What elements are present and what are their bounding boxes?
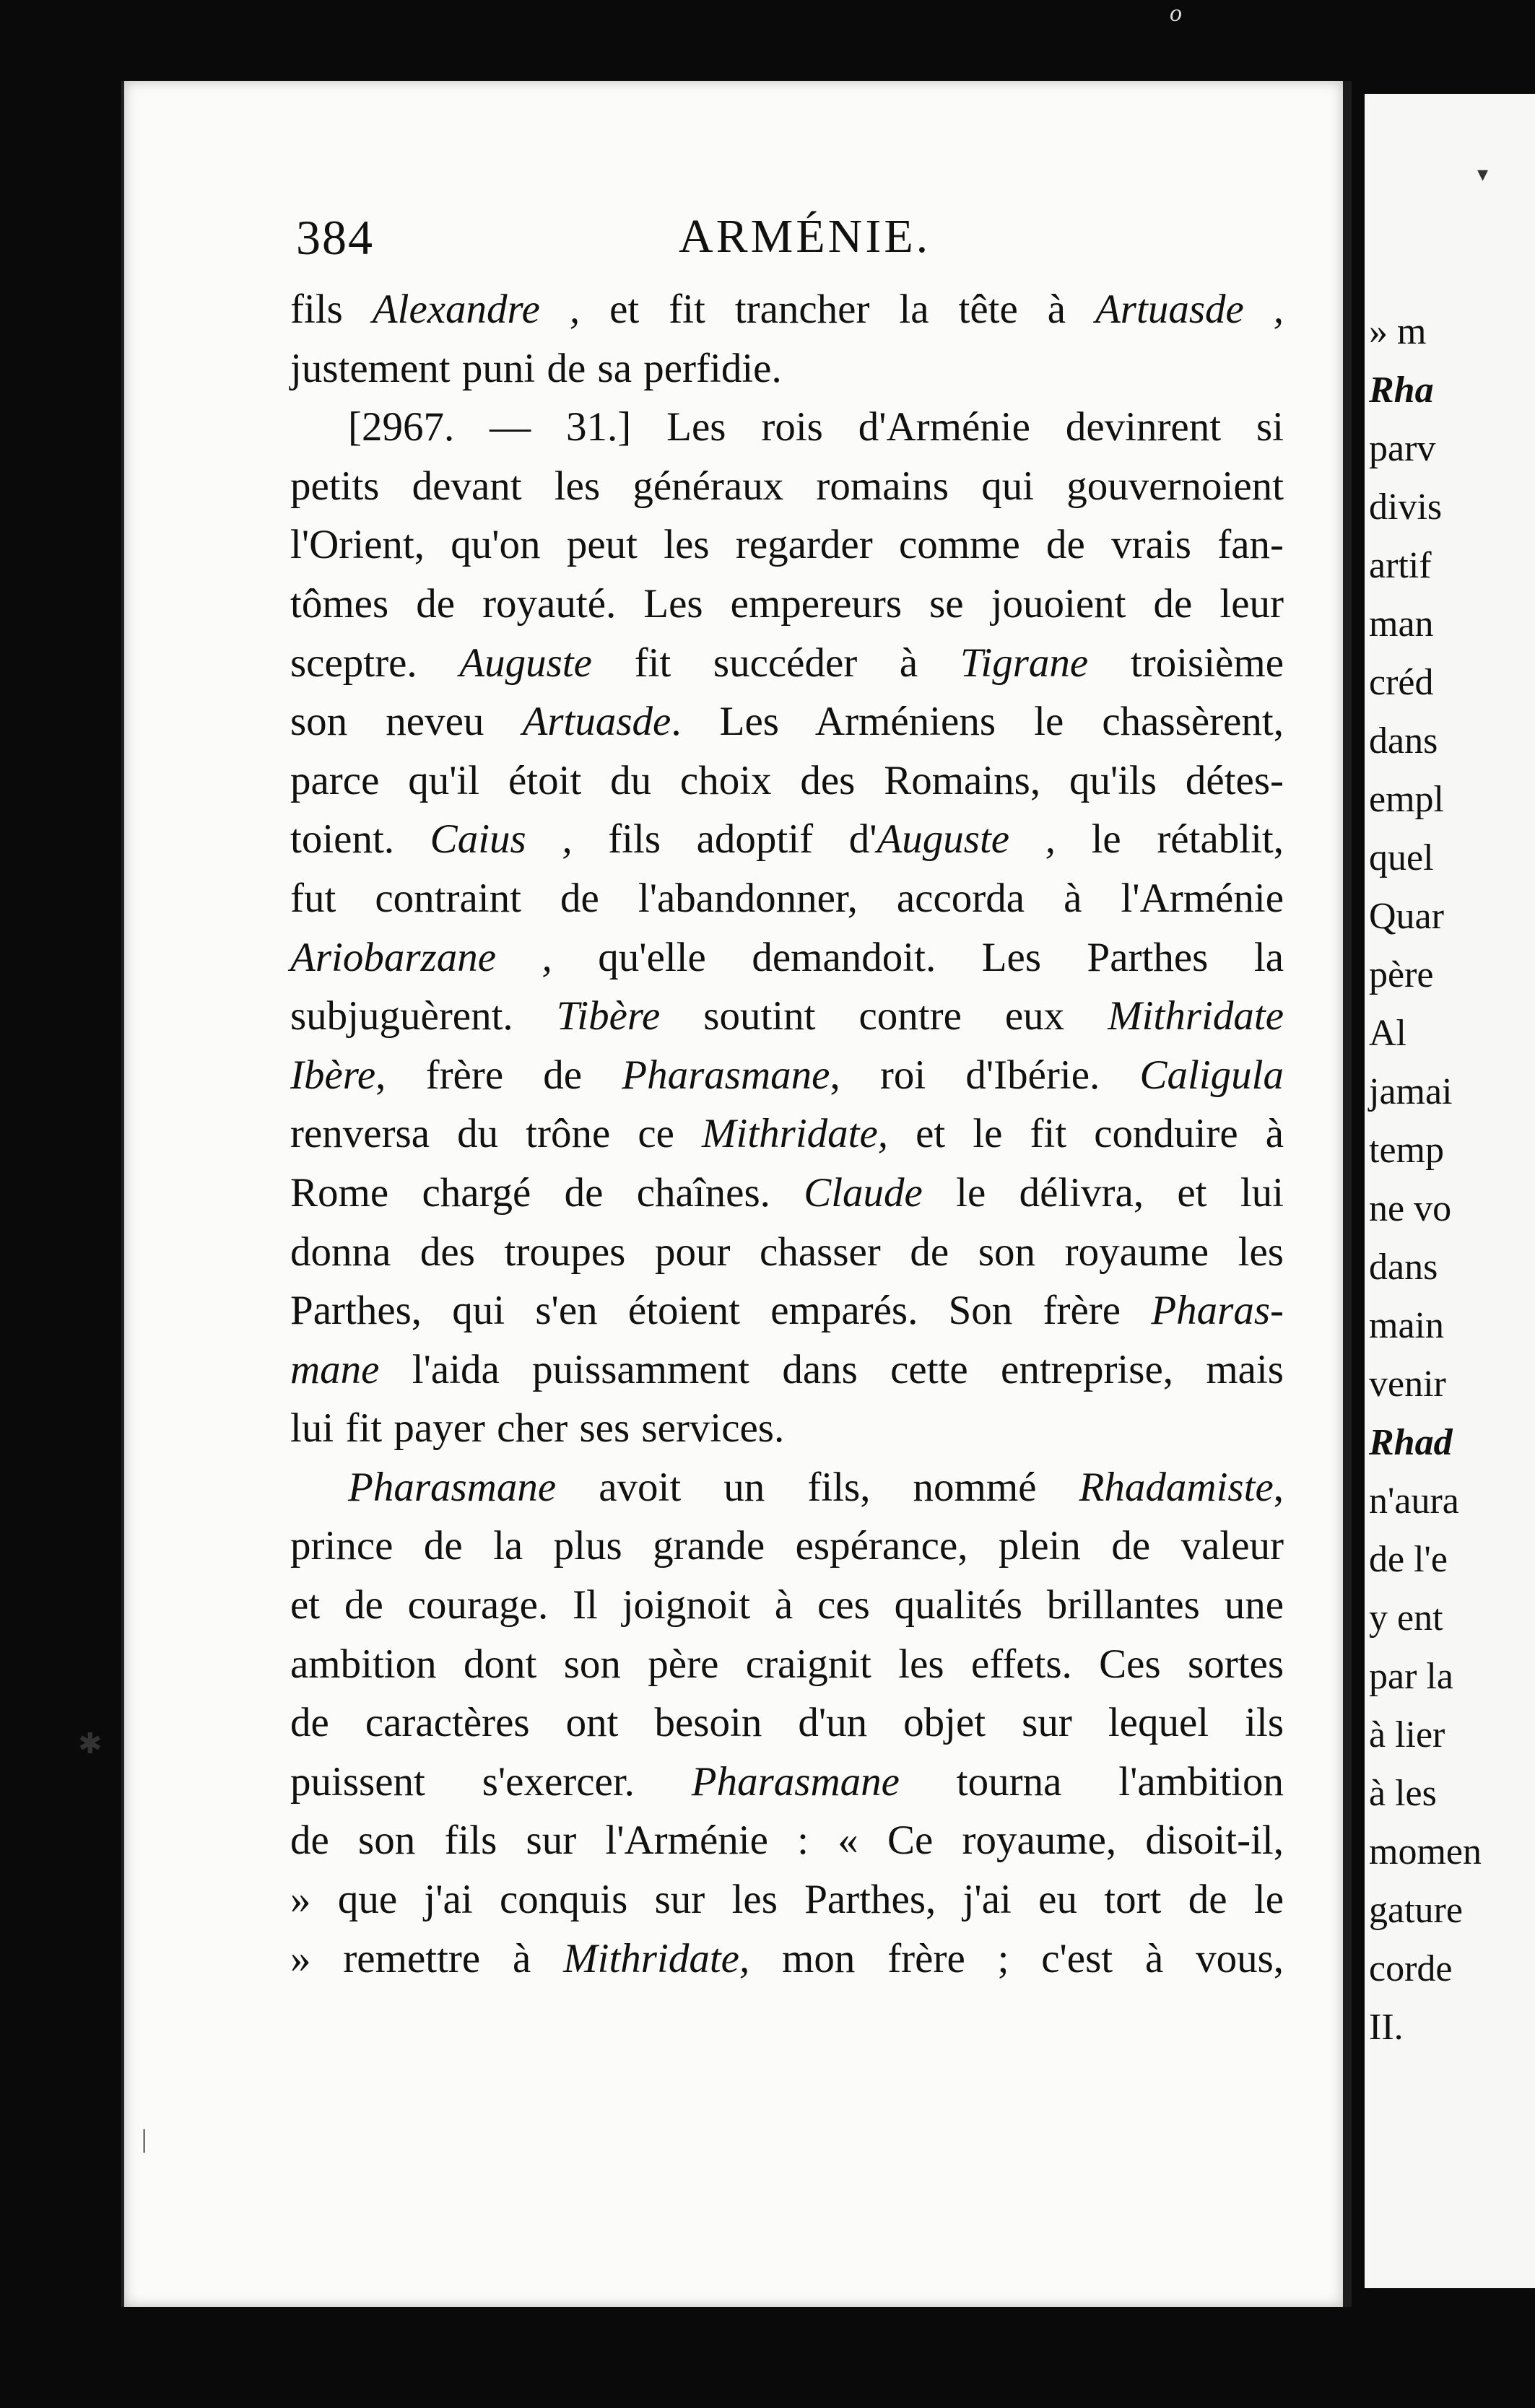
italic-name: Caligula xyxy=(1139,1052,1284,1098)
text-run: mon frère ; c'est à vous, xyxy=(749,1935,1284,1981)
text-line xyxy=(290,1223,1284,1282)
text-run: sceptre. xyxy=(290,640,460,686)
text-run: ambition dont son père craignit les effets. Ces sortes xyxy=(290,1641,1284,1687)
text-run: renversa du trône ce xyxy=(290,1111,702,1157)
text-line xyxy=(290,1458,1284,1517)
italic-name: Rhadamiste xyxy=(1079,1464,1274,1510)
text-run: subjuguèrent. xyxy=(290,993,557,1039)
facing-page-line: divis xyxy=(1369,487,1443,528)
text-run: petits devant les généraux romains qui gouvernoient xyxy=(290,463,1284,509)
facing-page-line: momen xyxy=(1369,1831,1482,1872)
text-line xyxy=(290,1576,1284,1635)
text-run: et de courage. Il joignoit à ces qualités brillantes une xyxy=(290,1582,1284,1628)
text-run: son neveu xyxy=(290,699,523,745)
text-line xyxy=(290,457,1284,516)
page-header xyxy=(296,209,1278,267)
text-run: lui fit payer cher ses services. xyxy=(290,1405,785,1452)
text-run: justement puni de sa perfidie. xyxy=(290,345,782,391)
text-run: le délivra, et lui xyxy=(922,1169,1284,1216)
facing-page-line: à lier xyxy=(1369,1714,1445,1755)
text-line xyxy=(290,692,1284,751)
facing-page-line: II. xyxy=(1369,2007,1404,2048)
text-line xyxy=(290,751,1284,811)
text-run: fils adoptif d' xyxy=(572,816,877,863)
text-run: prince de la plus grande espérance, plein de valeur xyxy=(290,1523,1284,1569)
text-line xyxy=(290,515,1284,575)
book-page-right xyxy=(1365,94,1535,2288)
scan-top-mark: o xyxy=(1170,0,1182,27)
text-run: l'Orient, qu'on peut les regarder comme de vrais fan- xyxy=(290,522,1284,568)
text-line xyxy=(290,280,1284,339)
italic-name: Mithridate, xyxy=(563,1935,750,1981)
facing-page-line: parv xyxy=(1369,428,1436,469)
text-run: » remettre à xyxy=(290,1935,564,1981)
text-line xyxy=(290,1281,1284,1340)
text-run: soutint contre eux xyxy=(660,993,1108,1039)
text-run: le rétablit, xyxy=(1055,816,1284,863)
text-run: et le fit conduire à xyxy=(888,1111,1284,1157)
italic-name: Pharasmane xyxy=(622,1052,830,1098)
text-run: avoit un fils, nommé xyxy=(556,1464,1079,1510)
italic-name: Mithridate, xyxy=(702,1111,889,1157)
facing-page-line: père xyxy=(1369,954,1434,995)
facing-page-mark: ▾ xyxy=(1477,162,1489,186)
text-line xyxy=(290,1753,1284,1812)
italic-name: Claude xyxy=(804,1169,923,1216)
text-run: , xyxy=(1273,1464,1284,1510)
facing-page-line: empl xyxy=(1369,779,1444,820)
italic-name: Auguste , xyxy=(877,816,1056,863)
text-run: donna des troupes pour chasser de son royaume les xyxy=(290,1229,1284,1275)
text-line xyxy=(290,869,1284,928)
text-run: fut contraint de l'abandonner, accorda à l'Arménie xyxy=(290,875,1284,921)
italic-name: Ibère xyxy=(290,1052,376,1098)
facing-page-line: gature xyxy=(1369,1890,1463,1931)
text-run: . Les Arméniens le chassèrent, xyxy=(671,699,1284,745)
text-line xyxy=(290,987,1284,1046)
text-line xyxy=(290,398,1284,457)
text-line xyxy=(290,1046,1284,1105)
facing-page-line: créd xyxy=(1369,662,1434,703)
text-line xyxy=(290,339,1284,398)
running-title: ARMÉNIE. xyxy=(679,210,931,263)
text-run: Parthes, qui s'en étoient emparés. Son frère xyxy=(290,1288,1152,1334)
text-run: qu'elle demandoit. Les Parthes la xyxy=(552,934,1284,980)
facing-page-line: dans xyxy=(1369,1247,1438,1288)
facing-page-line: Rha xyxy=(1369,370,1434,411)
text-line xyxy=(290,1104,1284,1164)
text-line xyxy=(290,1693,1284,1753)
facing-page-line: par la xyxy=(1369,1656,1453,1697)
text-run: de caractères ont besoin d'un objet sur lequel ils xyxy=(290,1700,1284,1746)
facing-page-line: ne vo xyxy=(1369,1188,1452,1229)
italic-name: Alexandre , xyxy=(372,287,580,332)
text-run: puissent s'exercer. xyxy=(290,1758,692,1805)
text-line xyxy=(290,1635,1284,1694)
italic-name: Auguste xyxy=(459,640,592,686)
text-run: , roi d'Ibérie. xyxy=(830,1052,1140,1098)
italic-name: Tigrane xyxy=(960,640,1089,686)
facing-page-line: Al xyxy=(1369,1013,1406,1054)
text-run: l'aida puissamment dans cette entreprise, mais xyxy=(379,1346,1284,1392)
italic-name: Pharas- xyxy=(1151,1288,1284,1334)
book-gutter xyxy=(1343,81,1352,2307)
facing-page-line: artif xyxy=(1369,545,1432,586)
text-run: tômes de royauté. Les empereurs se jouoient de leur xyxy=(290,580,1284,627)
facing-page-line: y ent xyxy=(1369,1597,1443,1639)
facing-page-line: Quar xyxy=(1369,896,1444,937)
text-run: toient. xyxy=(290,816,430,863)
facing-page-line: quel xyxy=(1369,837,1434,878)
facing-page-line: dans xyxy=(1369,720,1438,762)
text-run: et fit trancher la tête à xyxy=(580,287,1095,332)
facing-page-line: n'aura xyxy=(1369,1480,1459,1522)
facing-page-line: Rhad xyxy=(1369,1422,1453,1463)
italic-name: Artuasde , xyxy=(1095,287,1284,332)
text-run: » que j'ai conquis sur les Parthes, j'ai eu tort de le xyxy=(290,1877,1284,1923)
facing-page-line: de l'e xyxy=(1369,1539,1448,1580)
facing-page-line: venir xyxy=(1369,1364,1446,1405)
text-line xyxy=(290,928,1284,987)
text-run: fils xyxy=(290,287,373,332)
facing-page-line: jamai xyxy=(1369,1071,1453,1112)
text-run: , frère de xyxy=(375,1052,622,1098)
facing-page-line: man xyxy=(1369,603,1434,645)
text-line xyxy=(290,810,1284,869)
text-run: troisième xyxy=(1088,640,1284,686)
facing-page-line: main xyxy=(1369,1305,1444,1346)
italic-name: Pharasmane xyxy=(348,1464,557,1510)
body-text xyxy=(290,280,1284,1988)
text-run: Rome chargé de chaînes. xyxy=(290,1169,804,1216)
italic-name: Caius , xyxy=(430,816,573,863)
margin-smudge-mark: ✱ xyxy=(78,1727,103,1760)
text-run: [2967. — 31.] Les rois d'Arménie devinrent si xyxy=(348,404,1284,450)
italic-name: Mithridate xyxy=(1108,993,1284,1039)
text-run: parce qu'il étoit du choix des Romains, qu'ils détes- xyxy=(290,757,1284,803)
margin-tick-mark: | xyxy=(142,2124,147,2153)
text-line xyxy=(290,1811,1284,1870)
italic-name: mane xyxy=(290,1346,380,1392)
text-line xyxy=(290,1870,1284,1929)
facing-page-line: » m xyxy=(1369,311,1427,352)
text-run: tourna l'ambition xyxy=(899,1758,1284,1805)
text-line xyxy=(290,575,1284,634)
text-line xyxy=(290,1340,1284,1400)
italic-name: Artuasde xyxy=(522,699,671,745)
italic-name: Tibère xyxy=(556,993,661,1039)
text-run: de son fils sur l'Arménie : « Ce royaume, disoit-il, xyxy=(290,1818,1284,1864)
text-line xyxy=(290,1399,1284,1458)
text-line xyxy=(290,1929,1284,1989)
facing-page-line: temp xyxy=(1369,1130,1444,1171)
facing-page-line: à les xyxy=(1369,1773,1437,1814)
text-run: fit succéder à xyxy=(591,640,960,686)
text-line xyxy=(290,1517,1284,1576)
italic-name: Ariobarzane , xyxy=(290,934,552,980)
italic-name: Pharasmane xyxy=(691,1758,900,1805)
facing-page-line: corde xyxy=(1369,1948,1453,1989)
page-number: 384 xyxy=(296,210,374,265)
text-line xyxy=(290,1164,1284,1223)
text-line xyxy=(290,634,1284,693)
